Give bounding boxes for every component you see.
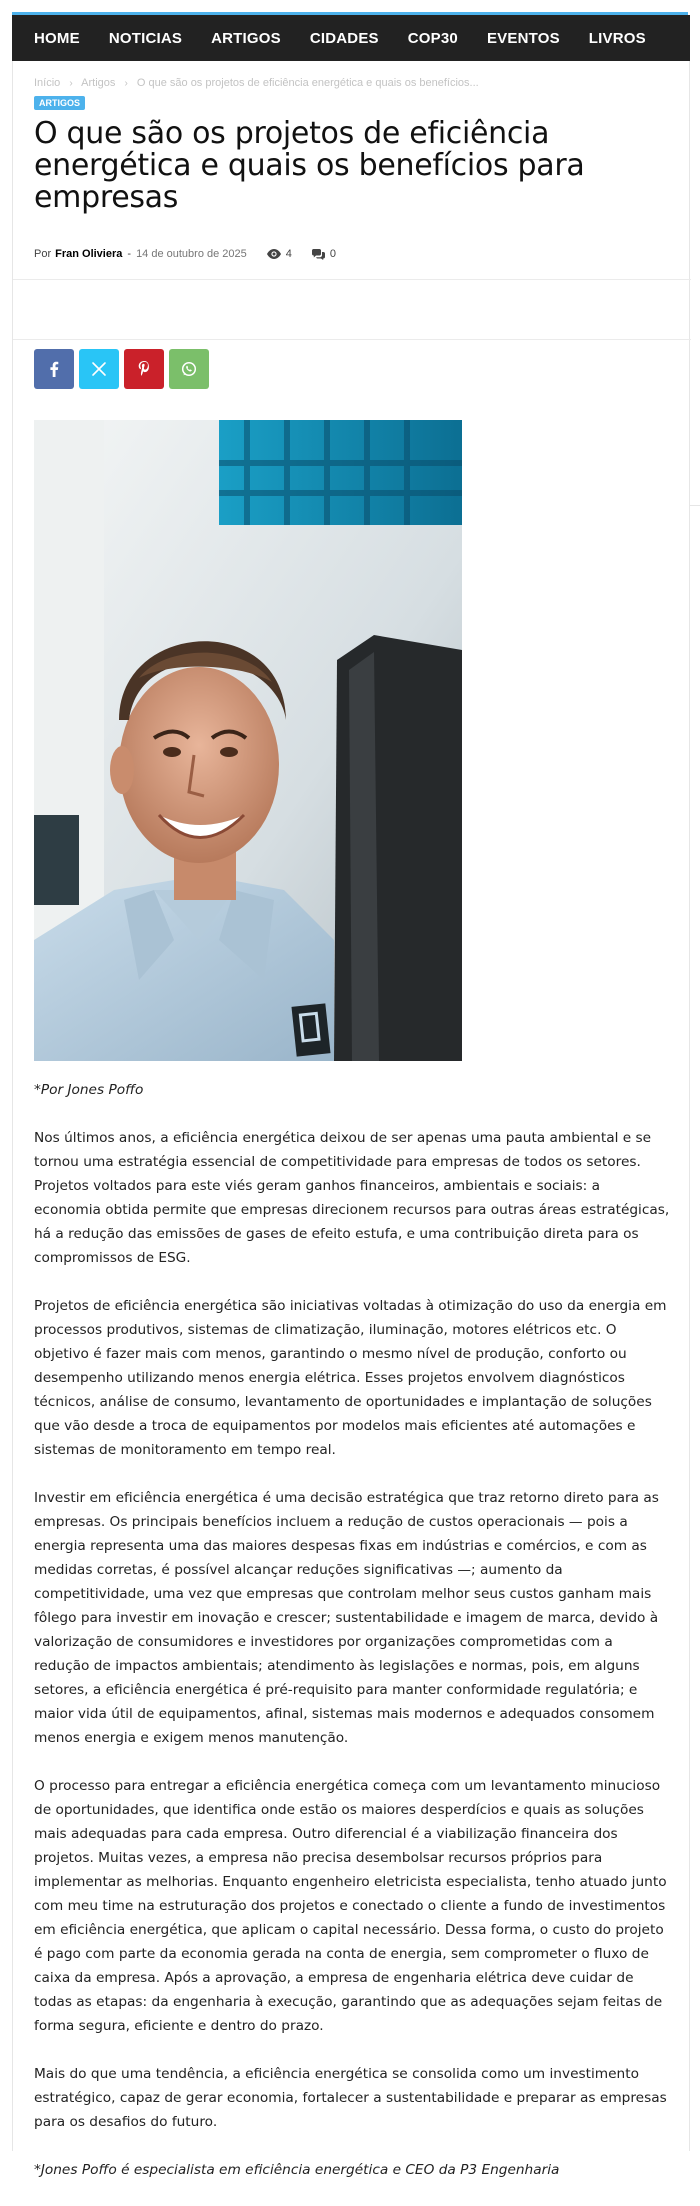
- article-paragraph: Mais do que uma tendência, a eficiência energética se consolida como um investimento estratégico, capaz de gerar economia, fortalecer a sustentabilidade e preparar as empresas para os desafios do futuro.: [34, 2066, 667, 2130]
- author-portrait-image: [34, 420, 462, 1061]
- article-page: [12, 61, 690, 2178]
- views-value: 4: [285, 248, 292, 260]
- article-paragraph: Projetos de eficiência energética são iniciativas voltadas à otimização do uso da energia em processos produtivos, sistemas de climatização, iluminação, motores elétricos etc. O objetivo é fazer mais com menos, garantindo o mesmo nível de produção, conforto ou desempenho utilizando menos energia elétrica. Esses projetos envolvem diagnósticos técnicos, análise de consumo, levantamento de oportunidades e implantação de soluções que vão desde a troca de equipamentos por modelos mais eficientes até automações e sistemas de monitoramento em tempo real.: [34, 1298, 667, 1458]
- breadcrumb-separator-icon: ›: [69, 78, 73, 89]
- side-divider: [690, 505, 700, 506]
- nav-item-home[interactable]: HOME: [34, 29, 80, 47]
- main-navbar: [12, 15, 690, 61]
- x-icon: [92, 362, 106, 376]
- meta-separator: -: [127, 248, 132, 260]
- article-body: [34, 1078, 670, 2206]
- eye-icon: [267, 249, 281, 259]
- meta-divider: [13, 279, 691, 280]
- breadcrumb-home[interactable]: Início: [34, 77, 61, 89]
- category-badge[interactable]: ARTIGOS: [34, 96, 85, 110]
- article-footnote: *Jones Poffo é especialista em eficiência energética e CEO da P3 Engenharia: [34, 2162, 560, 2178]
- article-photo: [34, 420, 462, 1061]
- facebook-icon: [49, 361, 59, 377]
- nav-item-artigos[interactable]: ARTIGOS: [211, 29, 281, 47]
- nav-item-livros[interactable]: LIVROS: [588, 29, 646, 47]
- post-date: 14 de outubro de 2025: [136, 248, 247, 260]
- breadcrumb-separator-icon: ›: [124, 78, 128, 89]
- top-accent-bar: [0, 0, 700, 13]
- views-count: [267, 248, 292, 260]
- comments-icon: [312, 249, 325, 260]
- post-meta: [34, 248, 336, 260]
- article-paragraph: Nos últimos anos, a eficiência energética deixou de ser apenas uma pauta ambiental e se tornou uma estratégia essencial de competitividade para empresas de todos os setores. Projetos voltados para este viés geram ganhos financeiros, ambientais e sociais: a economia obtida permite que empresas direcionem recursos para outras áreas estratégicas, há a redução das emissões de gases de efeito estufa, e uma contribuição direta para os compromissos de ESG.: [34, 1130, 670, 1266]
- article-byline: *Por Jones Poffo: [34, 1082, 144, 1098]
- nav-item-cidades[interactable]: CIDADES: [309, 29, 379, 47]
- page-title: O que são os projetos de eficiência energética e quais os benefícios para empresas: [34, 116, 585, 215]
- share-x-button[interactable]: [79, 349, 119, 389]
- share-divider: [13, 339, 691, 340]
- author-by-label: Por: [34, 248, 52, 260]
- article-paragraph: O processo para entregar a eficiência energética começa com um levantamento minucioso de oportunidades, que identifica onde estão os maiores desperdícios e quais as soluções mais adequadas para cada empresa. Outro diferencial é a viabilização financeira dos projetos. Muitas vezes, a empresa não precisa desembolsar recursos próprios para implementar as melhorias. Enquanto engenheiro eletricista especialista, tenho atuado junto com meu time na estruturação dos projetos e conectado o cliente a fundo de investimentos em eficiência energética, que aplicam o capital necessário. Dessa forma, o custo do projeto é pago com parte da economia gerada na conta de energia, sem comprometer o fluxo de caixa da empresa. Após a aprovação, a empresa de engenharia elétrica deve cuidar de todas as etapas: da engenharia à execução, garantindo que as adequações sejam feitas de forma segura, eficiente e dentro do prazo.: [34, 1778, 667, 2034]
- author-link[interactable]: Fran Oliviera: [55, 248, 123, 260]
- share-whatsapp-button[interactable]: [169, 349, 209, 389]
- share-pinterest-button[interactable]: [124, 349, 164, 389]
- pinterest-icon: [138, 361, 150, 377]
- share-facebook-button[interactable]: [34, 349, 74, 389]
- whatsapp-icon: [181, 361, 197, 377]
- article-paragraph: Investir em eficiência energética é uma decisão estratégica que traz retorno direto para as empresas. Os principais benefícios incluem a redução de custos operacionais — pois a energia representa uma das maiores despesas fixas em indústrias e comércios, e com as medidas corretas, é possível alcançar reduções significativas —; aumento da competitividade, uma vez que empresas que controlam melhor seus custos ganham mais fôlego para investir em inovação e crescer; sustentabilidade e imagem de marca, devido à valorização de consumidores e investidores por organizações comprometidas com a redução de impactos ambientais; atendimento às legislações e normas, pois, em alguns setores, a eficiência energética é pré-requisito para manter conformidade regulatória; e maior vida útil de equipamentos, afinal, sistemas mais modernos e adequados consomem menos energia e exigem menos manutenção.: [34, 1490, 659, 1746]
- comments-value: 0: [329, 248, 337, 260]
- breadcrumb-category[interactable]: Artigos: [81, 77, 116, 89]
- comments-count[interactable]: [312, 248, 336, 260]
- nav-item-cop30[interactable]: COP30: [407, 29, 458, 47]
- nav-item-eventos[interactable]: EVENTOS: [486, 29, 560, 47]
- breadcrumb-current: O que são os projetos de eficiência energética e quais os benefícios...: [136, 77, 479, 89]
- share-buttons: [34, 349, 214, 389]
- nav-item-noticias[interactable]: NOTICIAS: [108, 29, 183, 47]
- breadcrumb: [34, 77, 479, 89]
